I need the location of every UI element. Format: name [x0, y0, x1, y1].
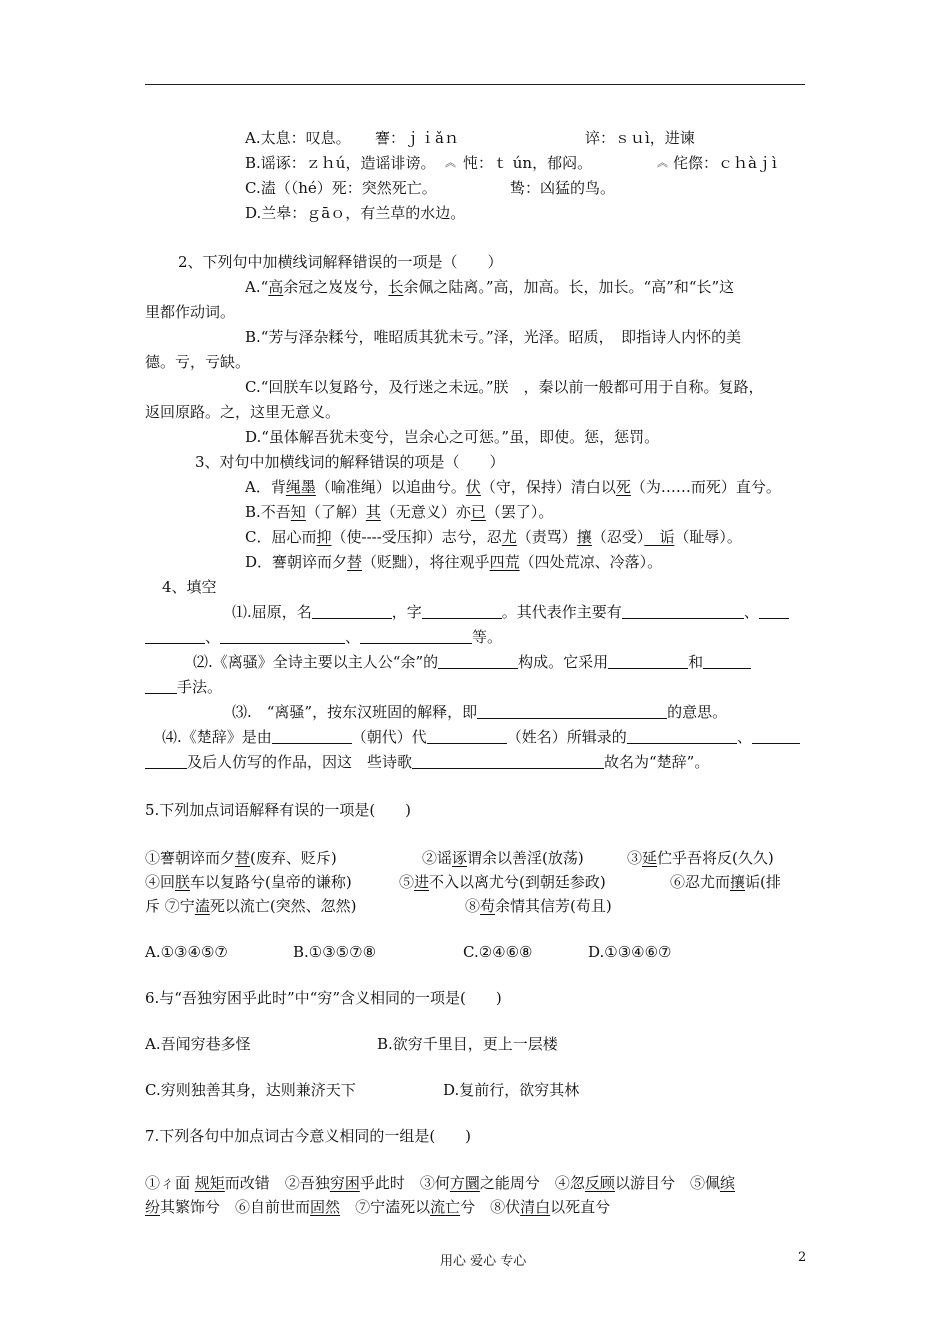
q5-i8a: ⑧	[465, 897, 481, 915]
q4-s1e: 、	[205, 628, 221, 646]
q2-option-a	[245, 277, 734, 297]
q3-c-underlined-4: 诟	[644, 528, 675, 546]
q4-blank-author-2b[interactable]	[145, 754, 187, 769]
q7-i7a: ⑦宁溘死以	[355, 1198, 431, 1216]
q6-option-c[interactable]: C.穷则独善其身，达则兼济天下	[145, 1081, 356, 1099]
q4-blank-zi[interactable]	[422, 604, 502, 619]
q4-s1f: 、	[345, 628, 361, 646]
q1-a-pinyin-sui: 谇：ｓｕì，进谏	[585, 129, 695, 147]
q3-a-underlined-3: 死	[615, 478, 631, 496]
q7-i4-underlined: 反顾	[584, 1174, 615, 1192]
q3-c-underlined-3: 攘	[576, 528, 592, 546]
q7-i5-underlined-cont: 纷	[145, 1198, 161, 1216]
q1-b-mark: ︽	[445, 156, 456, 169]
q3-a-t3: （为……而死）直兮。	[630, 478, 781, 496]
q6-stem: 6.与“吾独穷困乎此时”中“穷”含义相同的一项是( )	[145, 989, 502, 1007]
q7-i5c: 其繁饰兮	[160, 1198, 221, 1216]
q5-i6-underlined: 攘	[730, 873, 746, 891]
q3-b-underlined-2: 其	[365, 503, 381, 521]
q4-s4a: ⑷.《楚辞》是由	[162, 728, 272, 746]
q5-i4a: ④回	[145, 873, 176, 891]
q7-i8a: ⑧伏	[490, 1198, 521, 1216]
q3-stem: 3、对句中加横线词的解释错误的项是（ ）	[195, 453, 505, 471]
q3-c-underlined-2: 尤	[501, 528, 517, 546]
q1-option-b	[245, 153, 805, 173]
q4-s4e: 及后人仿写的作品，因这 些诗歌	[187, 753, 413, 771]
q7-i5-underlined: 缤	[719, 1174, 735, 1192]
q4-blank-method-2a[interactable]	[703, 654, 751, 669]
q4-sub1	[232, 602, 789, 622]
q5-i6c: 斥	[145, 897, 161, 915]
q7-i6a: ⑥自前世而	[235, 1198, 311, 1216]
q3-d-t2: （四处荒凉、冷落）。	[519, 553, 663, 571]
q4-s4f: 故名为“楚辞”。	[604, 753, 710, 771]
q6-option-a[interactable]: A.吾闻穷巷多怪	[145, 1035, 251, 1053]
q4-s4d: 、	[736, 728, 752, 746]
q4-sub4-cont	[145, 752, 709, 772]
q3-a-pre: A．背	[245, 478, 286, 496]
q3-option-d	[245, 552, 662, 572]
q7-i6-underlined: 固然	[310, 1198, 341, 1216]
q5-stem: 5.下列加点词语解释有误的一项是( )	[145, 801, 412, 819]
q7-i2a: ②吾独	[284, 1174, 330, 1192]
q1-a-pinyin-jian: 謇：ｊｉǎｎ	[375, 129, 459, 147]
q7-i8b: 以死直兮	[550, 1198, 611, 1216]
q4-blank-method-1[interactable]	[608, 654, 688, 669]
q4-blank-meaning[interactable]	[477, 704, 667, 719]
q4-s2d: 手法。	[177, 678, 223, 696]
q1-c-text: C.溘（（hé）死：突然死亡。	[245, 179, 437, 197]
q3-d-pre: D．謇朝谇而夕	[245, 553, 348, 571]
q3-c-underlined-1: 抑	[316, 528, 332, 546]
q4-sub3	[232, 702, 727, 722]
q4-s1g: 等。	[472, 628, 503, 646]
q5-i2-underlined: 诼	[452, 849, 468, 867]
q5-i3a: ③	[627, 849, 643, 867]
q2-a-underlined-chang: 长	[388, 278, 404, 296]
q4-s3b: 的意思。	[667, 703, 728, 721]
q7-i3a: ③何	[419, 1174, 450, 1192]
q5-items-row3	[145, 896, 805, 916]
q3-option-c	[245, 527, 742, 547]
q7-i3b: 之能周兮	[479, 1174, 540, 1192]
q4-s3a: ⑶. “离骚”，按东汉班固的解释，即	[232, 703, 478, 721]
q3-a-t2: （守，保持）清白以	[480, 478, 616, 496]
q4-blank-work-1[interactable]	[622, 604, 744, 619]
q7-i2-underlined: 穷困	[329, 1174, 360, 1192]
q7-items-row1	[145, 1173, 735, 1193]
q5-i1b: (废弃、贬斥)	[250, 849, 337, 867]
q4-blank-work-2a[interactable]	[759, 604, 789, 619]
q3-c-t4: （耻辱）。	[674, 528, 742, 546]
q5-i2a: ②谣	[422, 849, 453, 867]
q2-option-d: D.“虽体解吾犹未变兮，岂余心之可惩。”虽，即使。惩，惩罚。	[245, 428, 660, 446]
q4-blank-method-2b[interactable]	[145, 679, 177, 694]
q1-a-text: A.太息：叹息。	[245, 129, 351, 147]
q1-b-pinyin-tun: 忳：ｔ ún，郁闷。	[463, 154, 593, 172]
q1-option-c	[245, 178, 616, 198]
q3-d-underlined-1: 替	[347, 553, 363, 571]
q1-b-mark-2: ︽	[657, 156, 668, 169]
q6-option-d[interactable]: D.复前行，欲穷其林	[443, 1081, 580, 1099]
q5-i3b: 伫乎吾将反(久久)	[657, 849, 774, 867]
q4-blank-name[interactable]	[312, 604, 392, 619]
q5-i7-underlined: 溘	[194, 897, 210, 915]
q4-sub2-cont	[145, 677, 222, 697]
q4-sub1-cont	[145, 627, 502, 647]
q1-b-pinyin-chaji: 侘傺：ｃｈàｊì	[673, 154, 777, 172]
q5-options	[145, 942, 805, 962]
q7-i1b: 而改错	[224, 1174, 270, 1192]
q7-stem: 7.下列各句中加点词古今意义相同的一组是( )	[145, 1127, 472, 1145]
q7-i1-underlined: 规矩	[194, 1174, 225, 1192]
q1-option-d: D.兰皋：ｇāｏ，有兰草的水边。	[245, 204, 466, 222]
q5-i7b: 死以流亡(突然、忽然)	[209, 897, 357, 915]
q7-i5a: ⑤佩	[689, 1174, 720, 1192]
q3-option-b	[245, 502, 553, 522]
q5-option-c[interactable]: C.②④⑥⑧	[463, 943, 533, 961]
q3-a-underlined-1: 绳墨	[285, 478, 316, 496]
q2-c-continued: 返回原路。之，这里无意义。	[145, 403, 341, 421]
q3-b-pre: B.不吾	[245, 503, 291, 521]
q2-a-pre: A.“	[245, 278, 269, 296]
q5-i6b: 诟(排	[745, 873, 781, 891]
q2-a-mid: 余冠之岌岌兮，	[283, 278, 389, 296]
q5-i8b: 余情其信芳(苟且)	[495, 897, 612, 915]
q5-i1a: ①謇朝谇而夕	[145, 849, 236, 867]
q5-i5-underlined: 进	[414, 873, 430, 891]
q3-b-underlined-3: 已	[470, 503, 486, 521]
q1-b-text: B.谣诼：ｚｈú，造谣诽谤。	[245, 154, 436, 172]
q6-options-row2	[145, 1080, 805, 1100]
q3-b-t2: （无意义）亦	[380, 503, 471, 521]
q5-i4-underlined: 朕	[175, 873, 191, 891]
q3-c-t2: （责骂）	[516, 528, 577, 546]
q4-s2a: ⑵.《离骚》全诗主要以主人公“余”的	[193, 653, 439, 671]
q7-i3-underlined: 方圜	[449, 1174, 480, 1192]
q3-b-t3: （罢了）。	[485, 503, 554, 521]
q4-s1d: 、	[743, 603, 759, 621]
q4-blank-reason[interactable]	[412, 754, 604, 769]
q2-option-c: C.“回朕车以复路兮，及行迷之未远。”朕 ，秦以前一般都可用于自称。复路，	[245, 378, 764, 396]
q4-blank-person[interactable]	[427, 729, 507, 744]
q5-i5a: ⑤	[399, 873, 415, 891]
q4-s4c: （姓名）所辑录的	[506, 728, 627, 746]
q3-d-t1: （贬黜），将往观乎	[362, 553, 490, 571]
q5-items-row1	[145, 848, 805, 868]
q3-b-underlined-1: 知	[290, 503, 306, 521]
q4-blank-dynasty[interactable]	[272, 729, 352, 744]
q3-a-t1: （喻准绳）以追曲兮。	[315, 478, 466, 496]
q4-s2c: 和	[688, 653, 704, 671]
q2-stem: 2、下列句中加横线词解释错误的一项是（ ）	[178, 253, 503, 271]
q5-option-a[interactable]: A.①③④⑤⑦	[145, 943, 228, 961]
q7-i8-underlined: 清白	[520, 1198, 551, 1216]
q7-i4a: ④忽	[554, 1174, 585, 1192]
q4-s1b: ，字	[391, 603, 422, 621]
q1-option-a	[245, 128, 695, 148]
q4-blank-author-2a[interactable]	[752, 729, 800, 744]
q5-i4b: 车以复路兮(皇帝的谦称)	[190, 873, 352, 891]
q7-i4b: 以游目兮	[614, 1174, 675, 1192]
q7-i1a: ①ㄔ面	[145, 1174, 195, 1192]
q4-s1a: ⑴.屈原，名	[232, 603, 312, 621]
q3-c-t3: （忍受）	[591, 528, 645, 546]
q7-i2b: 乎此时	[359, 1174, 405, 1192]
q5-i7a: ⑦宁	[164, 897, 195, 915]
q5-items-row2	[145, 872, 805, 892]
q5-i8-underlined: 苟	[480, 897, 496, 915]
q2-option-b: B.“芳与泽杂糅兮，唯昭质其犹未亏。”泽，光泽。昭质， 即指诗人内怀的美	[245, 328, 742, 346]
q6-options-row1	[145, 1034, 805, 1054]
q2-a-continued: 里都作动词。	[145, 303, 236, 321]
q5-i1-underlined: 替	[235, 849, 251, 867]
q4-blank-work-3[interactable]	[220, 629, 345, 644]
q4-blank-work-2b[interactable]	[145, 629, 205, 644]
q4-s4b: （朝代）代	[351, 728, 427, 746]
q5-option-b[interactable]: B.①③⑤⑦⑧	[293, 943, 377, 961]
q5-i3-underlined: 延	[642, 849, 658, 867]
q3-a-underlined-2: 伏	[465, 478, 481, 496]
page-number: 2	[798, 1250, 807, 1265]
q5-option-d[interactable]: D.①③④⑥⑦	[588, 943, 672, 961]
q4-sub4	[162, 727, 800, 747]
q4-sub2	[193, 652, 751, 672]
q4-blank-work-4[interactable]	[360, 629, 472, 644]
q2-b-continued: 德。亏，亏缺。	[145, 353, 251, 371]
page-footer: 用心 爱心 专心	[440, 1254, 527, 1269]
header-rule	[145, 84, 805, 85]
q2-a-post: 余佩之陆离。”高，加高。长，加长。“高”和“长”这	[403, 278, 735, 296]
q5-i2b: 谓余以善淫(放荡)	[467, 849, 584, 867]
q5-i5b: 不入以离尤兮(到朝廷参政)	[429, 873, 606, 891]
q3-d-underlined-2: 四荒	[489, 553, 520, 571]
q3-b-t1: （了解）	[305, 503, 366, 521]
q4-s2b: 构成。它采用	[518, 653, 609, 671]
q4-blank-structure[interactable]	[438, 654, 518, 669]
q4-s1c: 。其代表作主要有	[501, 603, 622, 621]
q4-stem: 4、填空	[162, 578, 217, 596]
q7-i7-underlined: 流亡	[430, 1198, 461, 1216]
q4-blank-author-1[interactable]	[627, 729, 737, 744]
q2-a-underlined-gao: 高	[268, 278, 284, 296]
q3-c-t1: （使----受压抑）志兮，忍	[331, 528, 502, 546]
q6-option-b[interactable]: B.欲穷千里目，更上一层楼	[377, 1035, 558, 1053]
q3-option-a	[245, 477, 781, 497]
q7-i7b: 兮	[460, 1198, 476, 1216]
q1-c-zhi: 鸷：凶猛的鸟。	[510, 179, 616, 197]
q3-c-pre: C．屈心而	[245, 528, 317, 546]
q7-items-row2	[145, 1197, 610, 1217]
q5-i6a: ⑥忍尤而	[670, 873, 731, 891]
